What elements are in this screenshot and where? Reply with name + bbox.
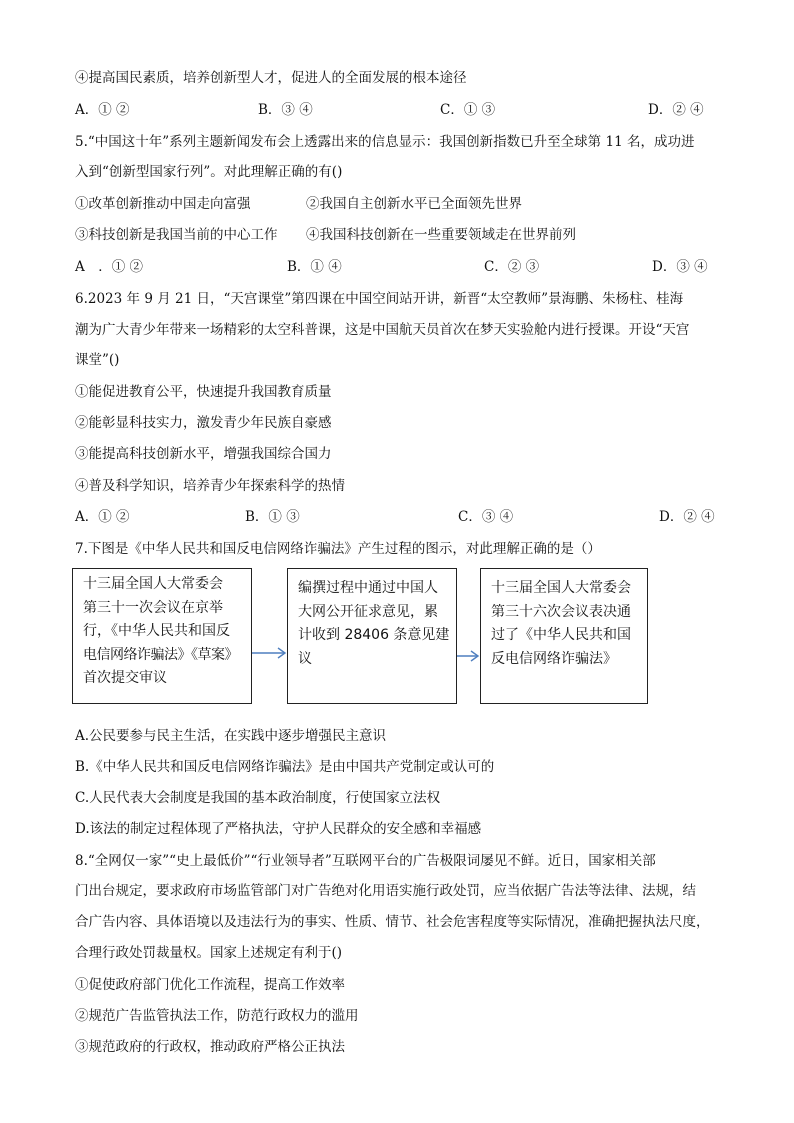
flow-box-1 <box>72 568 252 704</box>
flow-box-3-line-2: 第三十六次会议表决通 <box>491 603 631 620</box>
q6-item-1: ①能促进教育公平，快速提升我国教育质量 <box>75 384 332 400</box>
q4-option-b[interactable]: B．③ ④ <box>258 102 313 118</box>
q6-stem-line-1: 6.2023 年 9 月 21 日，“天宫课堂”第四课在中国空间站开讲，新晋“太空教师”景海鹏、朱杨柱、桂海 <box>75 291 684 307</box>
q5-stem-line-2: 入到“创新型国家行列”。对此理解正确的有() <box>75 164 343 180</box>
q5-option-c[interactable]: C．② ③ <box>484 259 540 275</box>
flow-box-3-line-3: 过了《中华人民共和国 <box>491 627 631 643</box>
q5-item-4: ④我国科技创新在一些重要领域走在世界前列 <box>306 227 576 243</box>
q8-item-1: ①促使政府部门优化工作流程，提高工作效率 <box>75 977 345 993</box>
q6-option-c[interactable]: C．③ ④ <box>458 509 514 525</box>
q4-option-c[interactable]: C．① ③ <box>440 102 496 118</box>
q6-stem-line-2: 潮为广大青少年带来一场精彩的太空科普课，这是中国航天员首次在梦天实验舱内进行授课。开设“天宫 <box>75 322 690 338</box>
q5-item-3: ③科技创新是我国当前的中心工作 <box>75 227 278 243</box>
q6-option-d[interactable]: D．② ④ <box>659 509 715 525</box>
flow-box-1-line-4: 电信网络诈骗法》《草案》 <box>83 646 238 663</box>
flow-arrow-1 <box>252 646 288 660</box>
q6-option-b[interactable]: B．① ③ <box>245 509 300 525</box>
q8-stem-line-4: 合理行政处罚裁量权。国家上述规定有利于() <box>75 945 343 961</box>
flow-box-3 <box>480 568 648 704</box>
q6-item-4: ④普及科学知识，培养青少年探索科学的热情 <box>75 478 345 494</box>
q4-option-a[interactable]: A．① ② <box>75 102 130 118</box>
q7-stem: 7.下图是《中华人民共和国反电信网络诈骗法》产生过程的图示，对此理解正确的是（） <box>75 541 601 557</box>
q5-option-d[interactable]: D．③ ④ <box>652 259 708 275</box>
flow-box-1-line-5: 首次提交审议 <box>83 670 167 686</box>
q7-option-b[interactable]: B.《中华人民共和国反电信网络诈骗法》是由中国共产党制定或认可的 <box>75 759 495 775</box>
q8-stem-line-1: 8.“全网仅一家”“史上最低价”“行业领导者”互联网平台的广告极限词屡见不鲜。近日，国家相关部 <box>75 853 656 869</box>
q7-option-a[interactable]: A.公民要参与民主生活，在实践中逐步增强民主意识 <box>75 728 387 744</box>
flow-box-2-line-2: 大网公开征求意见，累 <box>298 603 438 620</box>
q5-item-1: ①改革创新推动中国走向富强 <box>75 196 251 212</box>
q8-item-2: ②规范广告监管执法工作，防范行政权力的滥用 <box>75 1008 359 1024</box>
flow-box-1-line-1: 十三届全国人大常委会 <box>83 576 223 592</box>
q5-stem-line-1: 5.“中国这十年”系列主题新闻发布会上透露出来的信息显示：我国创新指数已升至全球第 11 名，成功进 <box>75 134 695 150</box>
q4-item-4: ④提高国民素质，培养创新型人才，促进人的全面发展的根本途径 <box>75 70 467 86</box>
q8-item-3: ③规范政府的行政权，推动政府严格公正执法 <box>75 1039 345 1055</box>
flow-box-1-line-3: 行，《中华人民共和国反 <box>83 623 230 639</box>
q6-stem-line-3: 课堂”() <box>75 352 120 368</box>
flow-box-2 <box>287 568 457 704</box>
flow-box-3-line-1: 十三届全国人大常委会 <box>491 580 631 596</box>
q7-option-c[interactable]: C.人民代表大会制度是我国的基本政治制度，行使国家立法权 <box>75 790 441 806</box>
q4-option-d[interactable]: D．② ④ <box>648 102 704 118</box>
flow-box-2-line-4: 议 <box>298 650 312 667</box>
q6-item-2: ②能彰显科技实力，激发青少年民族自豪感 <box>75 415 332 431</box>
q5-option-b[interactable]: B．① ④ <box>287 259 342 275</box>
q5-item-2: ②我国自主创新水平已全面领先世界 <box>306 196 522 212</box>
q6-option-a[interactable]: A．① ② <box>75 509 130 525</box>
flow-box-3-line-4: 反电信网络诈骗法》 <box>491 650 617 667</box>
flow-box-1-line-2: 第三十一次会议在京举 <box>83 599 223 616</box>
flow-box-2-line-1: 编撰过程中通过中国人 <box>298 580 438 596</box>
q8-stem-line-2: 门出台规定，要求政府市场监管部门对广告绝对化用语实施行政处罚，应当依据广告法等法律、法规，结 <box>75 883 696 899</box>
q7-option-d[interactable]: D.该法的制定过程体现了严格执法，守护人民群众的安全感和幸福感 <box>75 821 482 837</box>
flow-arrow-2 <box>457 649 481 663</box>
q6-item-3: ③能提高科技创新水平，增强我国综合国力 <box>75 446 332 462</box>
q8-stem-line-3: 合广告内容、具体语境以及违法行为的事实、性质、情节、社会危害程度等实际情况，准确把握执法尺度， <box>75 914 710 930</box>
flow-box-2-line-3: 计收到 28406 条意见建 <box>298 627 450 643</box>
q5-option-a[interactable]: A ．① ② <box>75 259 144 275</box>
